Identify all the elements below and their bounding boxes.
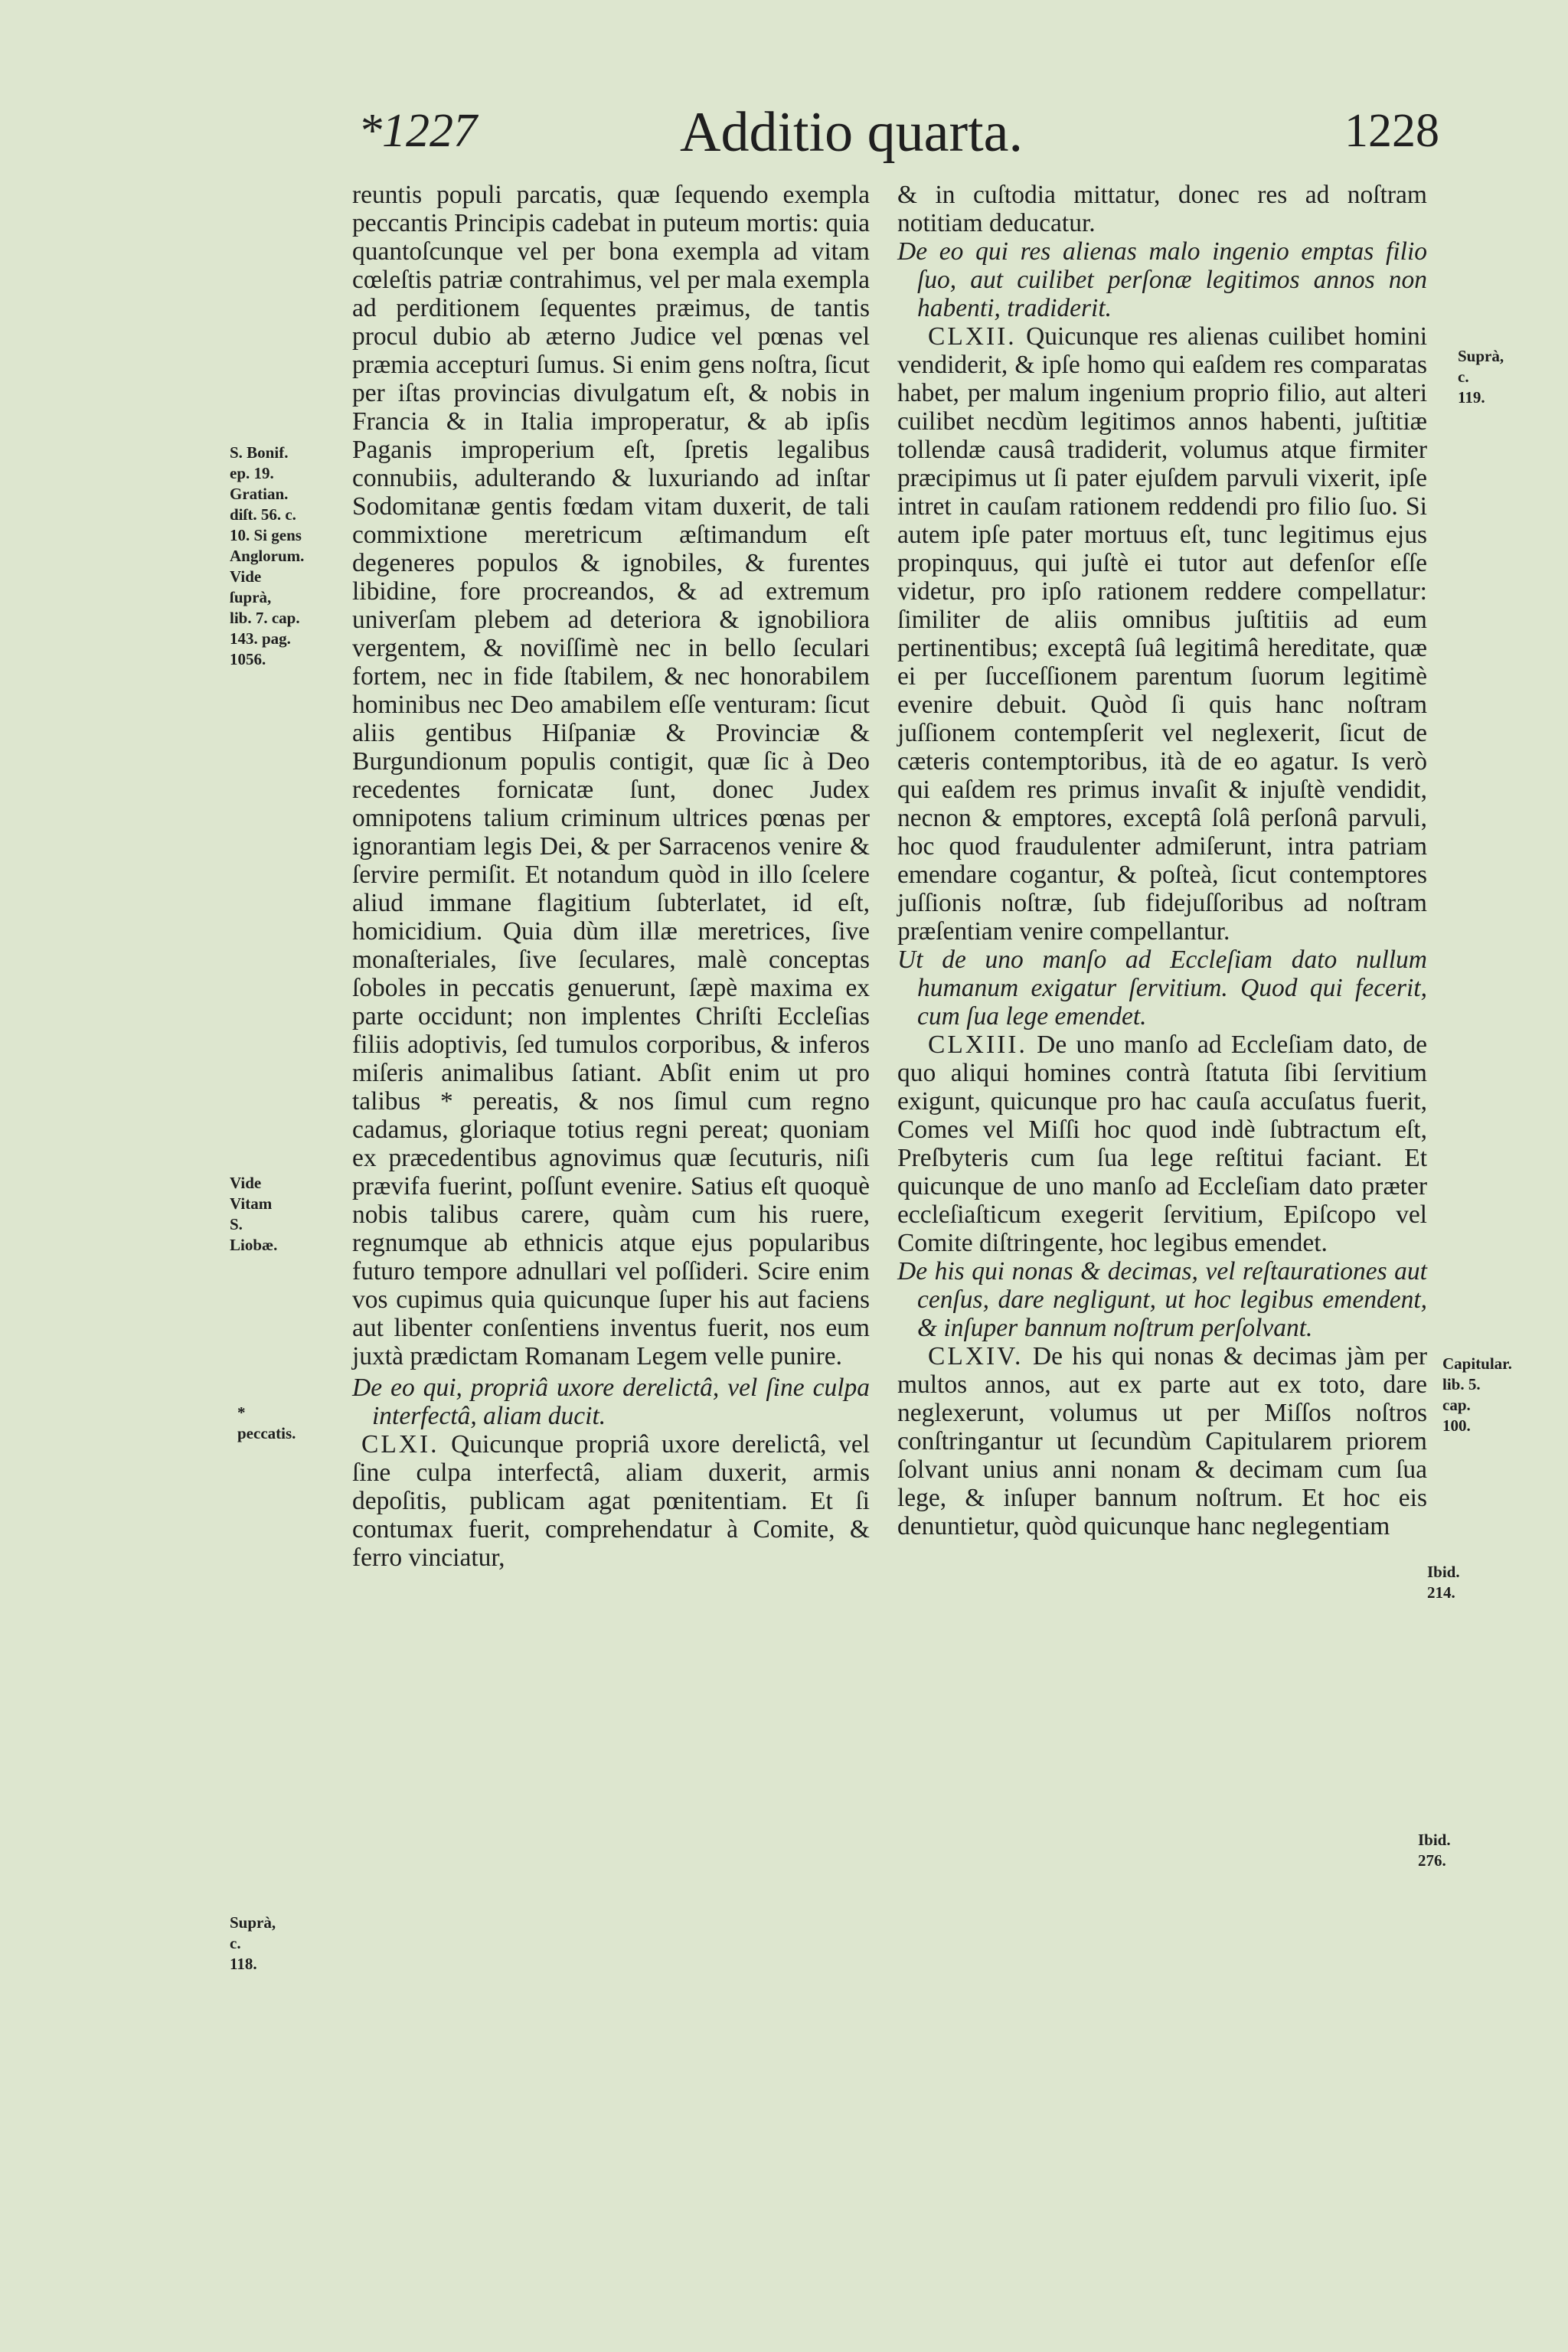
section-paragraph (897, 322, 1427, 946)
left-text-column (352, 181, 870, 1572)
section-paragraph (897, 1031, 1427, 1257)
section-rubric: De eo qui res alienas malo ingenio emptas filio ſuo, aut cuilibet perſonæ legitimos annos non habenti, tradiderit. (897, 237, 1427, 322)
margin-note: Vide Vitam S. Liobæ. (230, 1174, 278, 1254)
paragraph: & in cuſtodia mittatur, donec res ad noſtram notitiam deducatur. (897, 181, 1427, 237)
margin-note: S. Bonif. ep. 19. Gratian. diſt. 56. c. 10. Si gens Anglorum. Vide ſuprà, lib. 7. cap. 143. pag. 1056. (230, 443, 305, 668)
right-page-number: 1228 (1344, 105, 1439, 157)
section-number: CLXII. (928, 322, 1017, 351)
section-paragraph (352, 1430, 870, 1572)
section-paragraph (897, 1342, 1427, 1540)
section-text: De his qui nonas & decimas jàm per multos annos, aut ex parte aut ex toto, dare neglexerunt, volumus ut per Miſſos noſtros conſtringantur ut ſecundùm Capitularem priorem ſolvant unius anni nonam & decimam cum ſua lege, & inſuper bannum noſtrum. Et hoc eis denuntietur, quòd quicunque hanc neglegentiam (897, 1342, 1428, 1540)
margin-note: Suprà, c. 118. (230, 1913, 276, 1973)
page-title: Additio quarta. (680, 101, 1024, 164)
left-page-number: *1227 (358, 105, 477, 157)
section-text: De uno manſo ad Eccleſiam dato, de quo aliqui homines contrà ſtatuta ſibi ſervitium exigunt, quicunque pro hac cauſa accuſatus fuerit, Comes vel Miſſi hoc quod indè ſubtractum eſt, Preſbyteris cum ſua lege reſtitui faciant. Et quicunque de uno manſo ad Eccleſiam dato præter eccleſiaſticum exegerit ſervitium, Epiſcopo vel Comite diſtringente, hoc legibus emendet. (897, 1031, 1427, 1257)
margin-note: Capitular. lib. 5. cap. 100. (1442, 1354, 1512, 1435)
section-rubric: Ut de uno manſo ad Eccleſiam dato nullum humanum exigatur ſervitium. Quod qui fecerit, cum ſua lege emendet. (897, 946, 1427, 1031)
right-text-column (897, 181, 1427, 1540)
section-number: CLXIV. (928, 1342, 1024, 1370)
section-text: Quicunque propriâ uxore derelictâ, vel ſine culpa interfectâ, aliam duxerit, armis depoſitis, publicam agat pœnitentiam. Et ſi contumax fuerit, comprehendatur à Comite, & ferro vinciatur, (352, 1430, 871, 1572)
section-number: CLXI. (361, 1430, 439, 1459)
margin-note: Suprà, c. 119. (1458, 347, 1504, 407)
margin-note: Ibid. 276. (1418, 1831, 1451, 1870)
section-rubric: De his qui nonas & decimas, vel reſtaurationes aut cenſus, dare negligunt, ut hoc legibus emendent, & inſuper bannum noſtrum perſolvant. (897, 1257, 1427, 1342)
section-number: CLXIII. (928, 1031, 1027, 1059)
paragraph: reuntis populi parcatis, quæ ſequendo exempla peccantis Principis cadebat in puteum mortis: quia quantoſcunque vel per bona exempla ad vitam cœleſtis patriæ contrahimus, vel per mala exempla ad perditionem ſequentes præimus, de tantis procul dubio ab æterno Judice vel pœnas vel præmia accepturi ſumus. Si enim gens noſtra, ſicut per iſtas provincias divulgatum eſt, & nobis in Francia & in Italia improperatur, & ab ipſis Paganis improperium eſt, ſpretis legalibus connubiis, adulterando & luxuriando ad inſtar Sodomitanæ gentis fœdam vitam duxerit, de tali commixtione meretricum æſtimandum eſt degeneres populos & ignobiles, & furentes libidine, fore procreandos, & ad extremum univerſam plebem ad deteriora & ignobiliora vergentem, & noviſſimè nec in bello ſeculari fortem, nec in fide ſtabilem, & nec honorabilem hominibus nec Deo amabilem eſſe venturam: ſicut aliis gentibus Hiſpaniæ & Provinciæ & Burgundionum populis contigit, quæ ſic à Deo recedentes fornicatæ ſunt, donec Judex omnipotens talium criminum ultrices pœnas per ignorantiam legis Dei, & per Sarracenos venire & ſervire permiſit. Et notandum quòd in illo ſcelere aliud immane flagitium ſubterlatet, id eſt, homicidium. Quia dùm illæ meretrices, ſive monaſteriales, ſive ſeculares, malè conceptas ſoboles in peccatis genuerunt, ſæpè maxima ex parte occidunt; non implentes Chriſti Eccleſias filiis adoptivis, ſed tumulos corporibus, & inferos miſeris animalibus ſatiant. Abſit enim ut pro talibus * pereatis, & nos ſimul cum regno cadamus, gloriaque totius regni pereat; quoniam ex præcedentibus agnovimus quæ ſecuturis, niſi prævifa fuerint, poſſunt evenire. Satius eſt quoquè nobis talibus carere, quàm cum his ruere, regnumque ab ethnicis atque ejus popularibus futuro tempore adnullari vel poſſideri. Scire enim vos cupimus quia quicunque ſuper his aut faciens aut libenter conſentiens inventus fuerit, nos eum juxtà prædictam Romanam Legem velle punire. (352, 181, 870, 1370)
section-rubric: De eo qui, propriâ uxore derelictâ, vel ſine culpa interfectâ, aliam ducit. (352, 1374, 870, 1430)
margin-note: Ibid. 214. (1427, 1563, 1460, 1602)
section-text: Quicunque res alienas cuilibet homini vendiderit, & ipſe homo qui eaſdem res comparatas habet, per malum ingenium proprio filio, aut alteri cuilibet necdùm legitimos annos habenti, juſtitiæ tollendæ causâ tradiderit, volumus atque firmiter præcipimus ut ſi pater ejuſdem parvuli vixerit, ipſe intret in cauſam rationem reddendi pro filio ſuo. Si autem ipſe pater mortuus eſt, tunc legitimus ejus propinquus, qui juſtè ei tutor aut defenſor eſſe videtur, pro ipſo rationem reddere compellatur: ſimiliter de aliis omnibus juſtitiis ad eum pertinentibus; exceptâ ſuâ legitimâ hereditate, quæ ei per ſucceſſionem parentum ſuorum legitimè evenire debuit. Quòd ſi quis hanc noſtram juſſionem contempſerit vel neglexerit, ſicut de cæteris contemptoribus, ità de eo agatur. Is verò qui eaſdem res primus invaſit & injuſtè vendidit, necnon & emptores, exceptâ ſolâ perſonâ parvuli, hoc quod fraudulenter admiſerunt, intra patriam emendare cogantur, & poſteà, ſicut contemptores juſſionis noſtræ, ſub fidejuſſoribus ad noſtram præſentiam venire compellantur. (897, 322, 1427, 946)
margin-note: * peccatis. (237, 1403, 296, 1442)
